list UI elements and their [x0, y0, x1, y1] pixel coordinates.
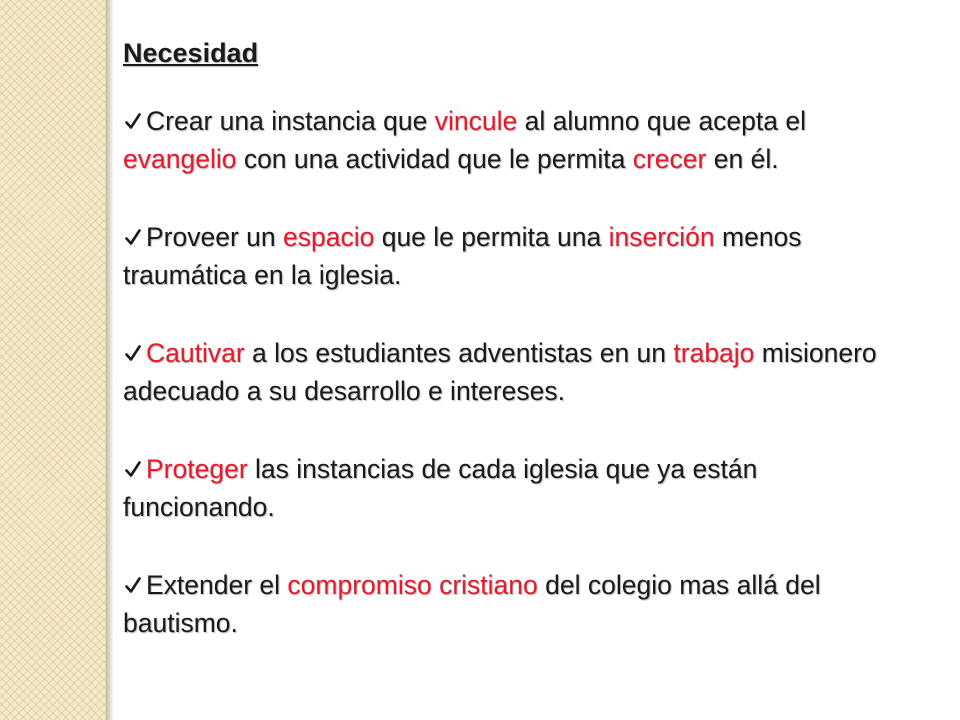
checkmark-icon [125, 461, 140, 478]
bullet-text: menos traumática en la iglesia. [123, 222, 802, 290]
highlighted-text: Cautivar [146, 338, 245, 368]
checkmark-icon [125, 345, 140, 362]
highlighted-text: vincule [434, 106, 518, 136]
highlighted-text: compromiso cristiano [287, 570, 538, 600]
bullet-text: Proveer un [146, 222, 283, 252]
slide-title: Necesidad [123, 38, 259, 68]
bullet-text: Crear una instancia que [146, 106, 435, 136]
bullet-item [123, 450, 903, 526]
bullet-text: a los estudiantes adventistas en un [244, 338, 674, 368]
side-strip-shadow [106, 0, 113, 720]
highlighted-text: Proteger [146, 454, 248, 484]
bullet-text: del colegio mas allá del bautismo. [123, 570, 821, 638]
bullet-text: que le permita una [374, 222, 609, 252]
decorative-side-strip [0, 0, 106, 720]
bullet-list [123, 102, 903, 642]
bullet-text: en él. [706, 144, 779, 174]
bullet-text: al alumno que acepta el [517, 106, 806, 136]
highlighted-text: inserción [608, 222, 715, 252]
checkmark-icon [125, 577, 140, 594]
bullet-item [123, 102, 903, 178]
checkmark-icon [125, 229, 140, 246]
bullet-item [123, 566, 903, 642]
highlighted-text: crecer [632, 144, 707, 174]
highlighted-text: evangelio [123, 144, 237, 174]
bullet-text: misionero adecuado a su desarrollo e intereses. [123, 338, 877, 406]
highlighted-text: espacio [283, 222, 375, 252]
bullet-text: las instancias de cada iglesia que ya están funcionando. [123, 454, 758, 522]
highlighted-text: trabajo [673, 338, 755, 368]
bullet-item [123, 334, 903, 410]
checkmark-icon [125, 113, 140, 130]
bullet-text: con una actividad que le permita [236, 144, 633, 174]
bullet-item [123, 218, 903, 294]
slide-content [123, 34, 903, 682]
bullet-text: Extender el [146, 570, 288, 600]
